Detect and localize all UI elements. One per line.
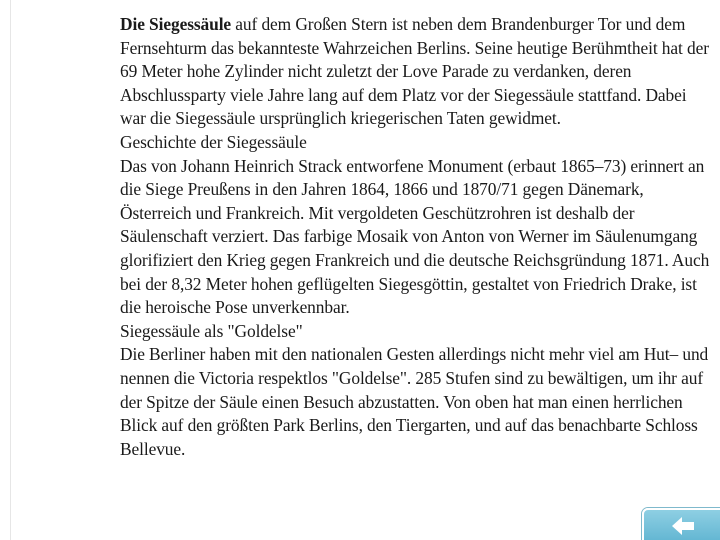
paragraph-geschichte: Das von Johann Heinrich Strack entworfene Monument (erbaut 1865–73) erinnert an die Siege Preußens in den Jahren 1864, 1866 und 1870/71 gegen Dänemark, Österreich und Frankreich. Mit vergoldeten Geschützrohren ist deshalb der Säulenschaft verziert. Das farbige Mosaik von Anton von Werner im Säulenumgang glorifiziert den Krieg gegen Frankreich und die deutsche Reichsgründung 1871. Auch bei der 8,32 Meter hohen geflügelten Siegesgöttin, gestaltet von Friedrich Drake, ist die heroische Pose unverkennbar. [120, 155, 710, 318]
intro-bold-term: Die Siegessäule [120, 14, 232, 34]
intro-text: auf dem Großen Stern ist neben dem Brandenburger Tor und dem Fernsehturm das bekannteste Wahrzeichen Berlins. Seine heutige Berühmtheit hat der 69 Meter hohe Zylinder nicht zuletzt der Love Parade zu verdanken, deren Abschlussparty viele Jahre lang auf dem Platz vor der Siegessäule stattfand. Dabei war die Siegessäule ursprünglich kriegerischen Taten gewidmet. [120, 14, 709, 129]
heading-geschichte: Geschichte der Siegessäule [120, 131, 307, 152]
slide-left-border [0, 0, 11, 540]
paragraph-intro [120, 13, 710, 131]
paragraph-goldelse: Die Berliner haben mit den nationalen Gesten allerdings nicht mehr viel am Hut– und nennen die Victoria respektlos "Goldelse". 285 Stufen sind zu bewältigen, um ihr auf der Spitze der Säule einen Besuch abzustatten. Von oben hat man einen herrlichen Blick auf den größten Park Berlins, den Tiergarten, und auf das benachbarte Schloss Bellevue. [120, 344, 709, 459]
text-body [120, 13, 710, 461]
arrow-left-icon [672, 517, 694, 535]
heading-goldelse: Siegessäule als "Goldelse" [120, 320, 303, 341]
back-nav-button[interactable] [642, 508, 720, 540]
